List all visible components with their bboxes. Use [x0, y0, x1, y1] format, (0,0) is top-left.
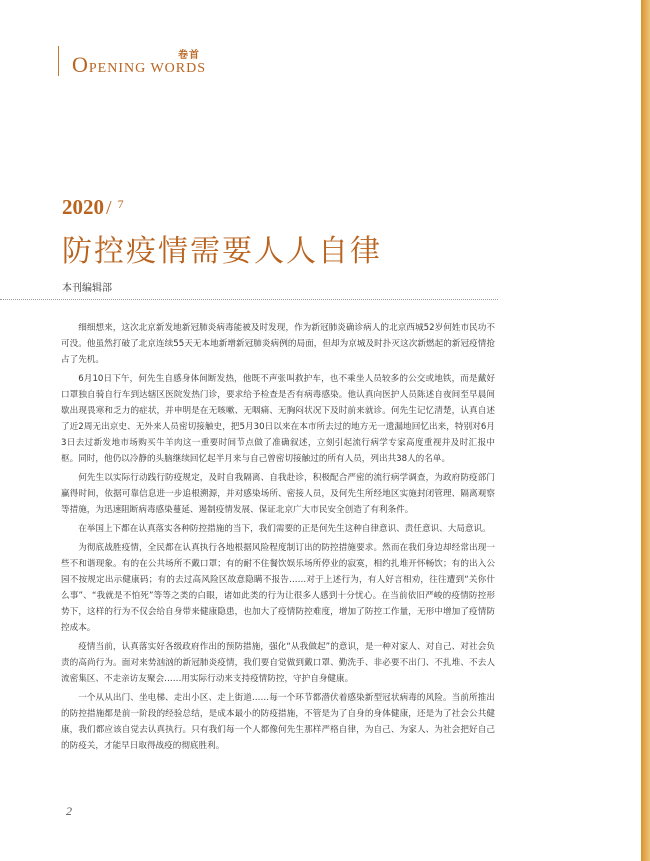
- body-paragraph: 细细想来，这次北京新发地新冠肺炎病毒能被及时发现，作为新冠肺炎确诊病人的北京西城52岁何姓市民功不可没。他虽然打破了北京连续55天无本地新增新冠肺炎病例的局面，但却为京城及时扑灭这次新燃起的新冠疫情抢占了先机。: [61, 323, 495, 365]
- issue-slash: /: [106, 197, 112, 219]
- body-paragraph: 在举国上下都在认真落实各种防控措施的当下，我们需要的正是何先生这种自律意识、责任意识、大局意识。: [78, 524, 491, 534]
- article-body: [61, 320, 495, 757]
- article-byline: 本刊编辑部: [62, 283, 112, 294]
- section-label-en: [72, 52, 206, 78]
- right-edge-strip: [641, 0, 650, 861]
- issue-year: 2020: [62, 195, 104, 219]
- body-paragraph: 6月10日下午，何先生自感身体间断发热，他既不声张叫救护车，也不乘坐人员较多的公交或地铁，而是戴好口罩独自骑自行车到达辖区医院发热门诊，要求给予检查是否有病毒感染。他认真向医护人员陈述自夜间至早晨间歇出现畏寒和乏力的症状，并申明是在无咳嗽、无咽痛、无胸闷状况下及时前来就诊。何先生记忆清楚，认真自述了近2周无出京史、无外来人员密切接触史，把5月30日以来在本市所去过的地方无一遗漏地回忆出来，特别对6月3日去过新发地市场购买牛羊肉这一重要时间节点做了准确叙述，立刻引起流行病学专家高度重视并及时汇报中枢。同时，他仍以冷静的头脑继续回忆起半月来与自己曾密切接触过的所有人员，列出共38人的名单。: [61, 374, 495, 464]
- body-paragraph: 一个从从出门、坐电梯、走出小区、走上街道……每一个环节都潜伏着感染新型冠状病毒的风险。当前所推出的防控措施都是前一阶段的经验总结，是成本最小的防疫措施，不管是为了自身的身体健康，还是为了社会公共健康，我们都应该自觉去认真执行。只有我们每一个人都像何先生那样严格自律，为自己、为家人、为社会把好自己的防疫关，才能早日取得战疫的彻底胜利。: [61, 693, 495, 751]
- issue-month: 7: [117, 197, 124, 211]
- section-label-en-rest: PENING WORDS: [88, 61, 207, 76]
- page-number: 2: [66, 804, 72, 818]
- body-paragraph: 何先生以实际行动践行防疫规定，及时自我隔离、自我赴诊，积极配合严密的流行病学调查，为政府防疫部门赢得时间，依据可靠信息进一步追根溯源，并对感染场所、密接人员，及何先生所经地区实施封闭管理、隔离观察等措施，为迅速阻断病毒感染蔓延、遏制疫情发展、保证北京广大市民安全创造了有利条件。: [61, 473, 495, 515]
- issue-date: [62, 195, 124, 220]
- body-paragraph: 疫情当前，认真落实好各级政府作出的预防措施，强化“从我做起”的意识，是一种对家人、对自己、对社会负责的高尚行为。面对来势汹汹的新冠肺炎疫情，我们要自觉做到戴口罩、勤洗手、非必要不出门、不扎堆、不去人流密集区、不走亲访友聚会……用实际行动来支持疫情防控，守护自身健康。: [61, 642, 495, 684]
- divider-line: [0, 299, 498, 300]
- section-label-cn: 卷首: [178, 50, 200, 61]
- body-paragraph: 为彻底战胜疫情，全民都在认真执行各地根据风险程度制订出的防控措施要求。然而在我们身边却经常出现一些不和谐现象。有的在公共场所不戴口罩；有的耐不住餐饮娱乐场所停业的寂寞，相约扎堆开怀畅饮；有的出入公园不按规定出示健康码；有的去过高风险区故意隐瞒不报告……对于上述行为，有人好言相劝，往往遭到“关你什么事”、“我就是不怕死”等等之类的白眼，诸如此类的行为让很多人感到十分忧心。在当前依旧严峻的疫情防控形势下，这样的行为不仅会给自身带来健康隐患，也加大了疫情防控难度，增加了防控工作量，无形中增加了疫情防控成本。: [61, 543, 495, 633]
- section-label-en-initial: O: [72, 52, 89, 77]
- article-title: 防控疫情需要人人自律: [62, 234, 382, 269]
